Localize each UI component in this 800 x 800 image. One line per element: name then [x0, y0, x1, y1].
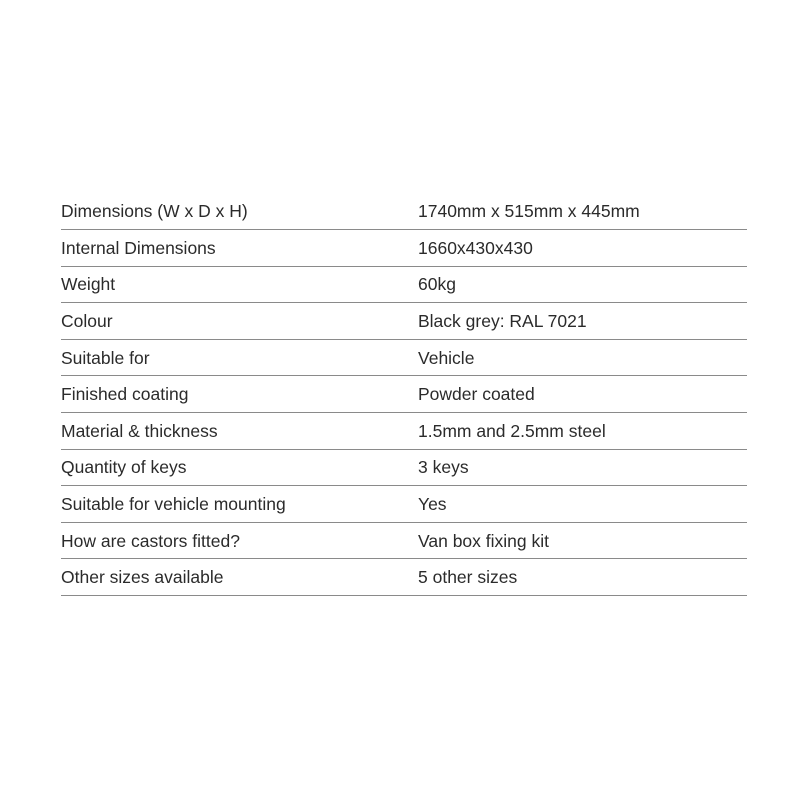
spec-row-castors [61, 522, 747, 559]
spec-value: Black grey: RAL 7021 [418, 303, 747, 340]
spec-value: Yes [418, 486, 747, 523]
spec-value: 1660x430x430 [418, 230, 747, 267]
spec-row-internal-dimensions [61, 230, 747, 267]
spec-label: Internal Dimensions [61, 230, 418, 267]
spec-row-quantity-of-keys [61, 449, 747, 486]
spec-label: Colour [61, 303, 418, 340]
spec-label: Material & thickness [61, 413, 418, 450]
spec-label: Other sizes available [61, 559, 418, 596]
spec-label: Suitable for vehicle mounting [61, 486, 418, 523]
spec-row-dimensions [61, 193, 747, 230]
spec-value: Vehicle [418, 339, 747, 376]
spec-value: 60kg [418, 266, 747, 303]
spec-label: Dimensions (W x D x H) [61, 193, 418, 230]
spec-value: 3 keys [418, 449, 747, 486]
spec-row-weight [61, 266, 747, 303]
spec-label: Suitable for [61, 339, 418, 376]
spec-label: Weight [61, 266, 418, 303]
spec-row-suitable-for [61, 339, 747, 376]
spec-value: Powder coated [418, 376, 747, 413]
spec-label: How are castors fitted? [61, 522, 418, 559]
spec-value: 1740mm x 515mm x 445mm [418, 193, 747, 230]
spec-row-vehicle-mounting [61, 486, 747, 523]
spec-label: Quantity of keys [61, 449, 418, 486]
specifications-table [61, 193, 747, 596]
spec-row-colour [61, 303, 747, 340]
spec-label: Finished coating [61, 376, 418, 413]
spec-row-other-sizes [61, 559, 747, 596]
spec-value: 5 other sizes [418, 559, 747, 596]
spec-row-material-thickness [61, 413, 747, 450]
spec-row-finished-coating [61, 376, 747, 413]
spec-value: 1.5mm and 2.5mm steel [418, 413, 747, 450]
spec-value: Van box fixing kit [418, 522, 747, 559]
